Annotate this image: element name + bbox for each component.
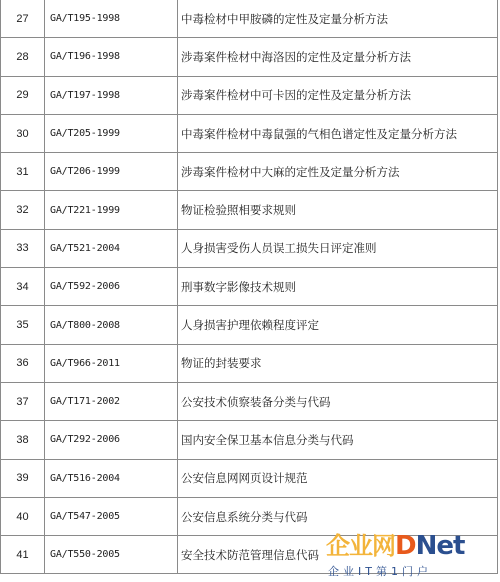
- standard-title: 公安信息网网页设计规范: [178, 459, 498, 497]
- row-number: 41: [1, 536, 45, 574]
- standard-code: GA/T592-2006: [45, 268, 178, 306]
- table-row: [1, 153, 498, 191]
- table-row: [1, 268, 498, 306]
- standard-title: 国内安全保卫基本信息分类与代码: [178, 421, 498, 459]
- table-row: [1, 344, 498, 382]
- row-number: 27: [1, 0, 45, 38]
- standard-title: 公安技术侦察装备分类与代码: [178, 382, 498, 420]
- row-number: 33: [1, 229, 45, 267]
- standard-title: 物证的封装要求: [178, 344, 498, 382]
- standard-title: 人身损害护理依赖程度评定: [178, 306, 498, 344]
- standard-code: GA/T292-2006: [45, 421, 178, 459]
- table-row: [1, 191, 498, 229]
- row-number: 32: [1, 191, 45, 229]
- standard-code: GA/T197-1998: [45, 76, 178, 114]
- standard-title: 物证检验照相要求规则: [178, 191, 498, 229]
- watermark-sub-text: 企业IT第1门户: [328, 565, 432, 578]
- row-number: 39: [1, 459, 45, 497]
- table-row: [1, 229, 498, 267]
- standard-code: GA/T800-2008: [45, 306, 178, 344]
- row-number: 40: [1, 497, 45, 535]
- row-number: 30: [1, 114, 45, 152]
- standard-title: 涉毒案件检材中大麻的定性及定量分析方法: [178, 153, 498, 191]
- standard-code: GA/T205-1999: [45, 114, 178, 152]
- watermark-d-text: D: [395, 531, 416, 561]
- row-number: 38: [1, 421, 45, 459]
- table-row: [1, 497, 498, 535]
- standard-title: 人身损害受伤人员误工损失日评定准则: [178, 229, 498, 267]
- row-number: 29: [1, 76, 45, 114]
- table-row: [1, 382, 498, 420]
- standard-code: GA/T206-1999: [45, 153, 178, 191]
- standard-title: 中毒案件检材中毒鼠强的气相色谱定性及定量分析方法: [178, 114, 498, 152]
- standard-title: 安全技术防范管理信息代码: [178, 536, 498, 574]
- watermark-net-text: Net: [415, 531, 465, 561]
- row-number: 28: [1, 38, 45, 76]
- table-row: [1, 421, 498, 459]
- standard-title: 公安信息系统分类与代码: [178, 497, 498, 535]
- row-number: 37: [1, 382, 45, 420]
- table-row: [1, 536, 498, 574]
- row-number: 36: [1, 344, 45, 382]
- standard-code: GA/T547-2005: [45, 497, 178, 535]
- standard-title: 中毒检材中甲胺磷的定性及定量分析方法: [178, 0, 498, 38]
- standard-title: 刑事数字影像技术规则: [178, 268, 498, 306]
- table-row: [1, 306, 498, 344]
- standard-code: GA/T171-2002: [45, 382, 178, 420]
- row-number: 31: [1, 153, 45, 191]
- standard-code: GA/T966-2011: [45, 344, 178, 382]
- standard-title: 涉毒案件检材中海洛因的定性及定量分析方法: [178, 38, 498, 76]
- standard-code: GA/T550-2005: [45, 536, 178, 574]
- standard-code: GA/T516-2004: [45, 459, 178, 497]
- table-row: [1, 459, 498, 497]
- standard-code: GA/T221-1999: [45, 191, 178, 229]
- row-number: 34: [1, 268, 45, 306]
- standard-code: GA/T196-1998: [45, 38, 178, 76]
- standard-code: GA/T195-1998: [45, 0, 178, 38]
- table-row: [1, 0, 498, 38]
- standard-title: 涉毒案件检材中可卡因的定性及定量分析方法: [178, 76, 498, 114]
- table-row: [1, 114, 498, 152]
- standard-code: GA/T521-2004: [45, 229, 178, 267]
- table-row: [1, 76, 498, 114]
- row-number: 35: [1, 306, 45, 344]
- watermark-cn-text: 企业网: [326, 532, 395, 560]
- table-row: [1, 38, 498, 76]
